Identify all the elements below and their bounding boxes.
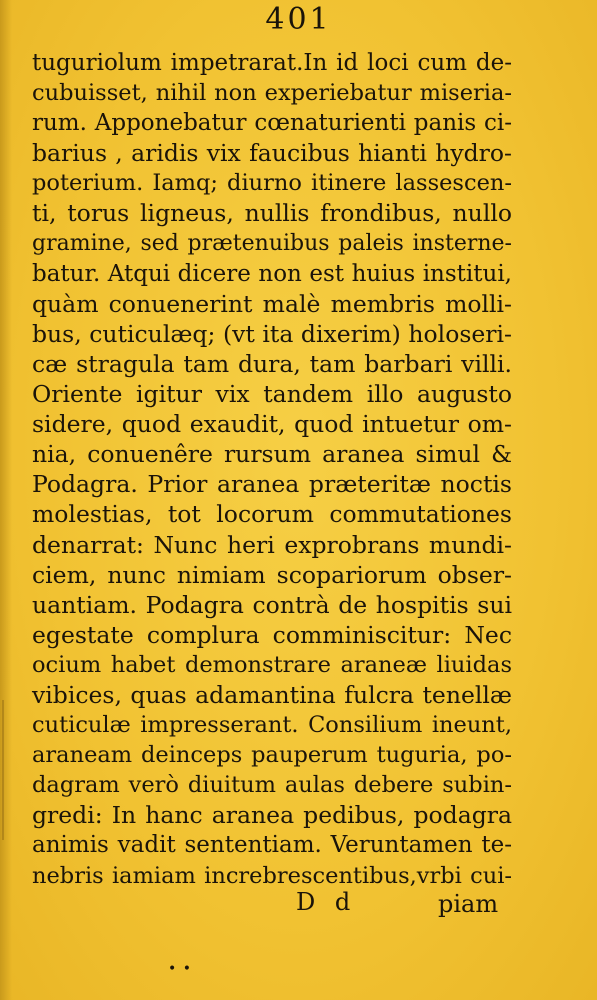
text-line: cuticulæ impresserant. Consilium ineunt, — [32, 712, 512, 739]
text-line: sidere, quod exaudit, quod intuetur om- — [32, 410, 512, 439]
text-line: nebris iamiam increbrescentibus,vrbi cui- — [32, 862, 512, 889]
text-line: animis vadit sententiam. Veruntamen te- — [32, 832, 512, 859]
text-line: cæ stragula tam dura, tam barbari villi. — [32, 349, 512, 378]
body-text — [32, 48, 512, 891]
text-line: denarrat: Nunc heri exprobrans mundi- — [32, 530, 512, 559]
text-line: dagram verò diuitum aulas debere subin- — [32, 772, 512, 799]
text-line: quàm conuenerint malè membris molli- — [32, 289, 512, 318]
text-line: cubuisset, nihil non experiebatur miseria- — [32, 80, 512, 107]
text-line: poterium. Iamq; diurno itinere lassescen- — [32, 170, 512, 197]
text-line: bus, cuticulæq; (vt ita dixerim) holoseri- — [32, 319, 512, 348]
text-line: ocium habet demonstrare araneæ liuidas — [32, 651, 512, 678]
catchword: piam — [438, 890, 499, 918]
text-line: Podagra. Prior aranea præteritæ noctis — [32, 470, 512, 499]
text-line: barius , aridis vix faucibus hianti hydro- — [32, 139, 512, 168]
text-line: Oriente igitur vix tandem illo augusto — [32, 380, 512, 409]
text-line: molestias, tot locorum commutationes — [32, 500, 512, 529]
text-line: ciem, nunc nimiam scopariorum obser- — [32, 560, 512, 589]
text-line: rum. Apponebatur cœnaturienti panis ci- — [32, 110, 512, 137]
text-line: ti, torus ligneus, nullis frondibus, nullo — [32, 199, 512, 228]
page-number: 401 — [265, 2, 332, 37]
ink-specks: • • — [168, 961, 192, 977]
margin-mark — [2, 700, 4, 840]
text-line: uantiam. Podagra contrà de hospitis sui — [32, 590, 512, 619]
text-line: vibices, quas adamantina fulcra tenellæ — [32, 680, 512, 709]
page-footer — [0, 886, 597, 918]
text-line: egestate complura comminiscitur: Nec — [32, 620, 512, 649]
text-line: nia, conuenêre rursum aranea simul & — [32, 440, 512, 469]
text-line: araneam deinceps pauperum tuguria, po- — [32, 742, 512, 769]
text-line: tuguriolum impetrarat.In id loci cum de- — [32, 50, 512, 76]
text-line: gredi: In hanc aranea pedibus, podagra — [32, 801, 512, 830]
page-gutter-shadow — [0, 0, 12, 1000]
text-line: batur. Atqui dicere non est huius institui, — [32, 260, 512, 287]
text-line: gramine, sed prætenuibus paleis insterne- — [32, 230, 512, 256]
signature-mark: D d — [296, 888, 357, 916]
